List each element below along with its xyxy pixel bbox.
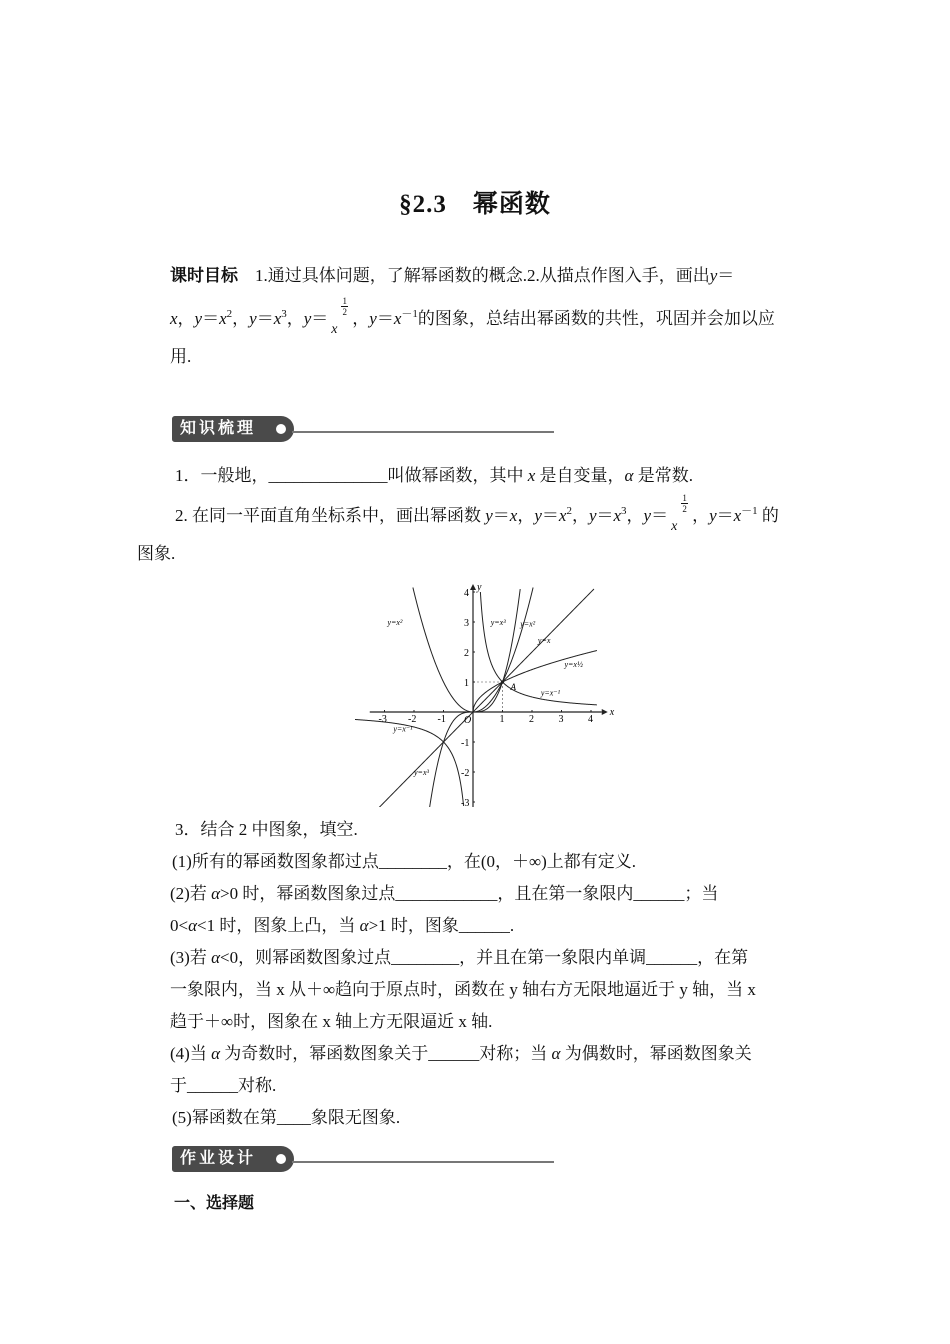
x-tick-label: -2 xyxy=(408,714,417,725)
objectives-line-1: 课时目标 1.通过具体问题，了解幂函数的概念.2.从描点作图入手，画出y＝ xyxy=(170,266,735,285)
text: 0< xyxy=(170,916,189,935)
point-marker xyxy=(501,680,504,683)
curve-y-x xyxy=(379,589,594,807)
item-1-text-a: 叫做幂函数，其中 xyxy=(387,466,524,485)
divider xyxy=(292,431,554,433)
item-3-part-3-cont-2: 趋于＋∞时，图象在 x 轴上方无限逼近 x 轴. xyxy=(170,1012,493,1031)
item-2: 2. 在同一平面直角坐标系中，画出幂函数 y＝x，$y=x^2$，$y=x^3$，y＝ x 1 2 ，$y=x^{-1}$ 的 xyxy=(175,493,779,534)
item-3-part-4-cont: 于______对称. xyxy=(170,1076,277,1095)
item-3-heading: 3．结合 2 中图象，填空. xyxy=(175,820,358,839)
point-label: A xyxy=(510,682,516,692)
divider xyxy=(292,1161,554,1163)
section-name: 幂函数 xyxy=(472,191,551,218)
var-alpha: α xyxy=(211,1044,221,1063)
y-tick-label: 2 xyxy=(464,648,469,659)
fill-blank: ______________ xyxy=(268,466,388,485)
curve-y-inv-x-right xyxy=(480,592,597,705)
label-y-x3-top: y=x³ xyxy=(490,618,506,627)
item-1-text-b: 是自变量， xyxy=(539,466,625,485)
x-tick-label: 3 xyxy=(558,714,564,725)
item-1 xyxy=(175,462,820,489)
text: 为奇数时，幂函数图象关于______对称；当 xyxy=(220,1044,552,1063)
y-tick-label: 4 xyxy=(464,588,469,599)
y-tick-label: 3 xyxy=(464,618,469,629)
objectives-text-2: 的图象，总结出幂函数的共性，巩固并会加以应 xyxy=(417,309,775,328)
label-y-x3-bottom: y=x³ xyxy=(414,768,429,777)
var-alpha: α xyxy=(551,1044,561,1063)
x-tick-label: 1 xyxy=(499,714,505,725)
text: >1 时，图象______. xyxy=(368,916,515,935)
text: (2)若 xyxy=(170,884,212,903)
text: <0，则幂函数图象过点________，并且在第一象限内单调______，在第 xyxy=(220,948,749,967)
item-3-part-2 xyxy=(170,880,815,907)
item-3-part-2-cont xyxy=(170,912,815,939)
var-alpha: α xyxy=(188,916,198,935)
y-axis-label: y xyxy=(477,582,482,593)
bullet-dot-icon xyxy=(276,1154,286,1164)
x-tick-label: -1 xyxy=(437,714,446,725)
objectives-label: 课时目标 xyxy=(170,266,238,285)
y-tick-label: -3 xyxy=(461,798,470,807)
y-tick-label: -1 xyxy=(461,738,470,749)
item-2-line-2: 图象. xyxy=(137,544,176,563)
origin-label: O xyxy=(464,715,472,726)
item-3-part-1: (1)所有的幂函数图象都过点________，在(0，＋∞)上都有定义. xyxy=(172,852,637,871)
page-title xyxy=(0,184,950,220)
text: 为偶数时，幂函数图象关 xyxy=(560,1044,752,1063)
section-number: §2.3 xyxy=(399,191,447,218)
x-tick-label: 2 xyxy=(529,714,534,725)
text: >0 时，幂函数图象过点____________，且在第一象限内______；当 xyxy=(220,884,719,903)
y-axis-arrow-icon xyxy=(470,584,476,590)
text: <1 时，图象上凸，当 xyxy=(197,916,360,935)
text: (4)当 xyxy=(170,1044,212,1063)
label-y-x2-left: y=x² xyxy=(387,618,403,627)
item-1-text-c: 是常数. xyxy=(637,466,693,485)
objectives-line-2: x，$y=x^2$，$y=x^3$，y＝ x 1 2 ，$y=x^{-1}$的图象，总结出幂函数的共性，巩固并会加以应 xyxy=(170,296,775,337)
section-header-label: 知识梳理 xyxy=(172,416,294,442)
var-alpha: α xyxy=(211,948,221,967)
power-function-graph xyxy=(355,572,620,807)
bullet-dot-icon xyxy=(276,424,286,434)
item-3-part-5: (5)幂函数在第____象限无图象. xyxy=(172,1108,401,1127)
var-alpha: α xyxy=(624,466,634,485)
var-alpha: α xyxy=(359,916,369,935)
x-tick-label: -3 xyxy=(378,714,387,725)
text: (3)若 xyxy=(170,948,212,967)
x-axis-arrow-icon xyxy=(602,709,608,715)
label-y-x: y=x xyxy=(537,636,551,645)
label-y-inv-x-left: y=x⁻¹ xyxy=(393,724,413,734)
x-axis-label: x xyxy=(609,707,615,718)
x-tick-label: 4 xyxy=(588,714,593,725)
label-y-sqrt-x: y=x½ xyxy=(564,660,583,669)
item-3-part-3-cont-1: 一象限内，当 x 从＋∞趋向于原点时，函数在 y 轴右方无限地逼近于 y 轴，当 x xyxy=(170,980,756,999)
item-1-prefix: 1．一般地， xyxy=(175,466,269,485)
y-tick-label: 1 xyxy=(464,678,469,689)
item-3-part-4 xyxy=(170,1040,815,1067)
var-x: x xyxy=(527,466,536,485)
objectives-line-3: 用. xyxy=(170,347,192,366)
label-y-inv-x-right: y=x⁻¹ xyxy=(540,688,560,698)
y-tick-label: -2 xyxy=(461,768,470,779)
var-alpha: α xyxy=(211,884,221,903)
item-2-prefix: 2. 在同一平面直角坐标系中，画出幂函数 xyxy=(175,506,481,525)
item-3-part-3 xyxy=(170,944,815,971)
label-y-x2-right: y=x² xyxy=(520,619,536,629)
objectives-text-1: 1.通过具体问题，了解幂函数的概念.2.从描点作图入手，画出 xyxy=(255,266,710,285)
subsection-title: 一、选择题 xyxy=(174,1195,255,1212)
section-header-label: 作业设计 xyxy=(172,1146,294,1172)
